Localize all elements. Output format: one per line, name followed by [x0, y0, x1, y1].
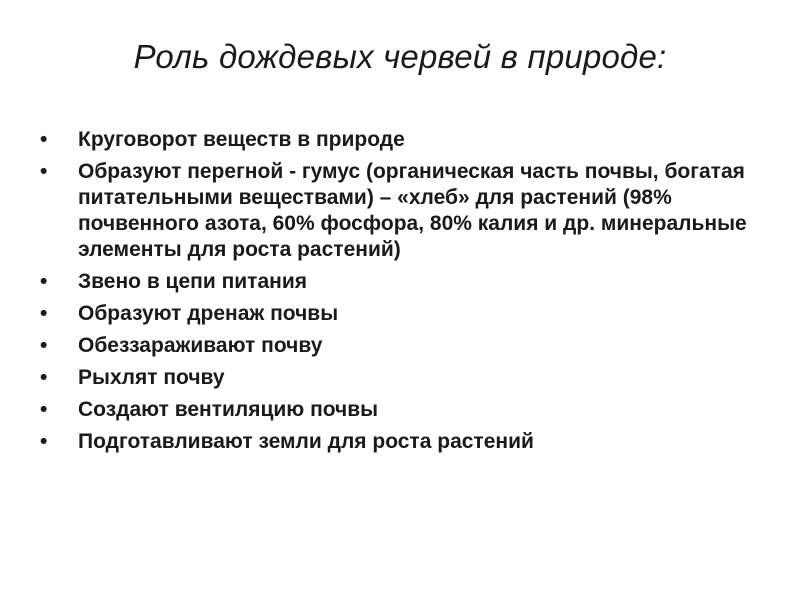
bullet-icon: •: [40, 334, 48, 357]
bullet-icon: •: [40, 398, 48, 421]
bullet-icon: •: [40, 128, 48, 151]
bullet-icon: •: [40, 270, 48, 293]
list-item: [40, 429, 770, 455]
list-item: [40, 365, 770, 391]
bullet-icon: •: [40, 430, 48, 453]
bullet-icon: •: [40, 302, 48, 325]
bullet-icon: •: [40, 160, 48, 183]
bullet-text: Обеззараживают почву: [78, 334, 323, 357]
list-item: [40, 301, 770, 327]
bullet-text: Круговорот веществ в природе: [78, 128, 405, 151]
list-item: [40, 159, 770, 263]
bullet-icon: •: [40, 366, 48, 389]
list-item: [40, 333, 770, 359]
list-item: [40, 397, 770, 423]
bullet-text: Звено в цепи питания: [78, 270, 307, 293]
bullet-list: [40, 127, 770, 461]
list-item: [40, 269, 770, 295]
bullet-text: Подготавливают земли для роста растений: [78, 430, 534, 453]
bullet-text: Образуют перегной - гумус (органическая часть почвы, богатая питательными веществами) – «хлеб» для растений (98% почвенного азота, 60% фосфора, 80% калия и др. минеральные элементы для роста растений): [78, 160, 747, 261]
bullet-text: Образуют дренаж почвы: [78, 302, 339, 325]
bullet-text: Создают вентиляцию почвы: [78, 398, 379, 421]
list-item: [40, 127, 770, 153]
slide-title: Роль дождевых червей в природе:: [133, 38, 667, 75]
bullet-text: Рыхлят почву: [78, 366, 225, 389]
